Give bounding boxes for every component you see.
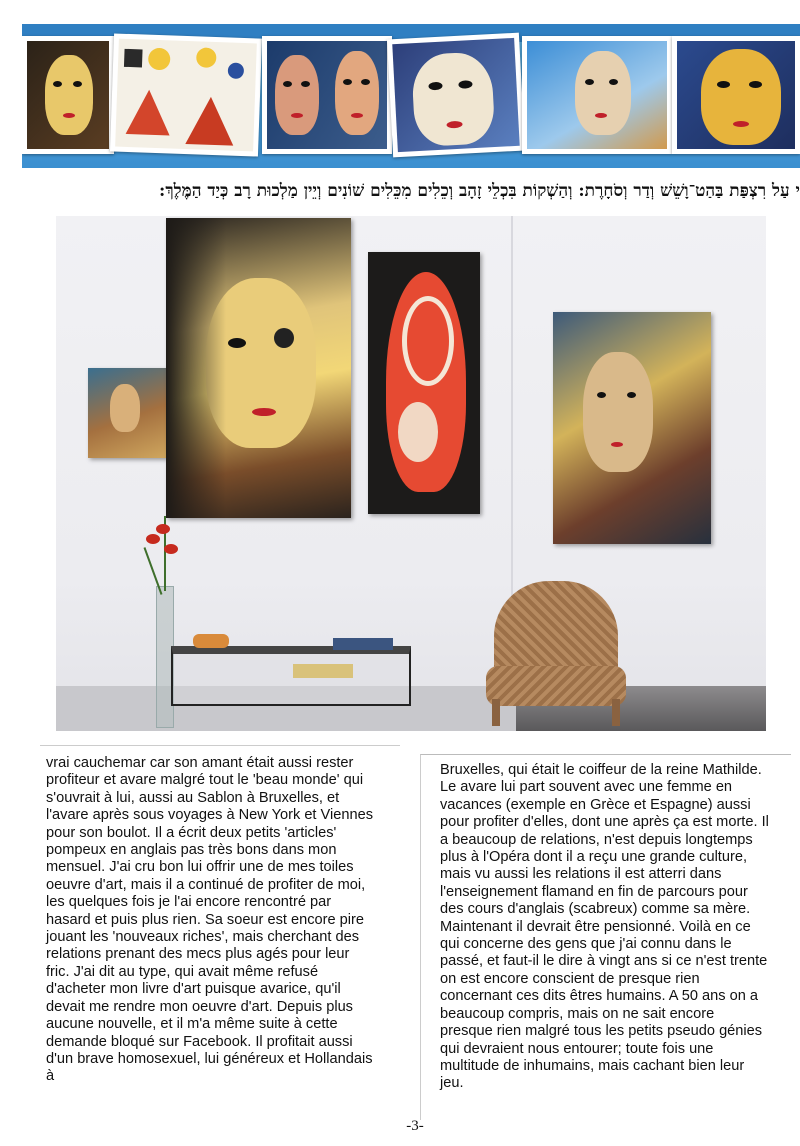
portrait-painting-right [553, 312, 711, 544]
page-number: -3- [406, 1118, 424, 1134]
large-face-painting [166, 218, 351, 518]
flower [164, 544, 178, 554]
article-column-left [46, 755, 376, 1086]
gallery-photo [56, 216, 766, 731]
glass-table [171, 646, 411, 706]
banner-painting-4 [387, 33, 525, 158]
small-portrait-painting [88, 368, 166, 458]
hebrew-verse: י עַל רִצְפַּת בַּהַט־וָשֵׁשׁ וְדַר וְסֹחָרֶת: וְהַשְׁקוֹת בִּכְלֵי זָהָב וְכֵלִים מִכֵּלִים שׁוֹנִים וְיֵין מַלְכוּת רָב כְּיַד הַמֶּלֶךְ: [159, 181, 800, 201]
banner-painting-6 [672, 36, 800, 154]
article-column-right [440, 762, 770, 1093]
banner-painting-3 [262, 36, 392, 154]
left-column-text: vrai cauchemar car son amant était aussi rester profiteur et avare malgré tout le 'beau monde' qui s'ouvrait à lui, aussi au Sablon à Bruxelles, et l'avare après sous voyages à New York et Viennes pour son boulot. Il a écrit deux petits 'articles' pompeux en anglais pas très bons dans mon mensuel. J'ai cru bon lui offrir une de mes toiles oeuvre d'art, mais il a continué de profiter de moi, les quelques fois je l'ai encore rencontré par hasard et puis plus rien. Sa soeur est encore pire jouant les 'nouveaux riches', mais cherchant des relations prenant des mecs plus agés pour leur fric. J'ai dit au type, qui avait même refusé d'acheter mon livre d'art puisque avarice, qu'il devait me rendre mon oeuvre d'art. Depuis plus aucune nouvelle, et il m'a même suite à cette demande bloqué sur Facebook. Il profitait aussi d'un brave homosexuel, lui généreux et Hollandais à [46, 755, 374, 1085]
right-column-text: Bruxelles, qui était le coiffeur de la reine Mathilde. Le avare lui part souvent avec une femme en vacances (exemple en Grèce et Espagne) aussi pour profiter d'elles, dont une après ça est morte. Il a beaucoup de relations, n'est depuis longtemps plus à l'Opéra dont il a reçu une grande culture, mais vu aussi les relations il est atterri dans l'enseignement flamand en fin de parcours pour des cours d'anglais (scabreux) comme sa mère. Maintenant il devrait être pensionné. Voilà en ce qui concerne des gens que j'ai connu dans le passé, et faut-il le dire à vingt ans si ce n'est trente on est encore conscient de presque rien concernant ces dits êtres humains. A 50 ans on a beaucoup compris, mais on ne sait encore presque rien malgré tous les petits pseudo génies qui devraient nous entourer; toute fois une multitude de inhumains, mais cachant bien leur jeu. [440, 762, 769, 1092]
red-abstract-painting [368, 252, 480, 514]
wicker-chair [486, 581, 626, 726]
banner-painting-1 [22, 36, 114, 154]
banner-painting-5 [522, 36, 672, 154]
banner-painting-2 [110, 33, 262, 156]
flower [156, 524, 170, 534]
header-banner [22, 24, 800, 168]
flower [146, 534, 160, 544]
